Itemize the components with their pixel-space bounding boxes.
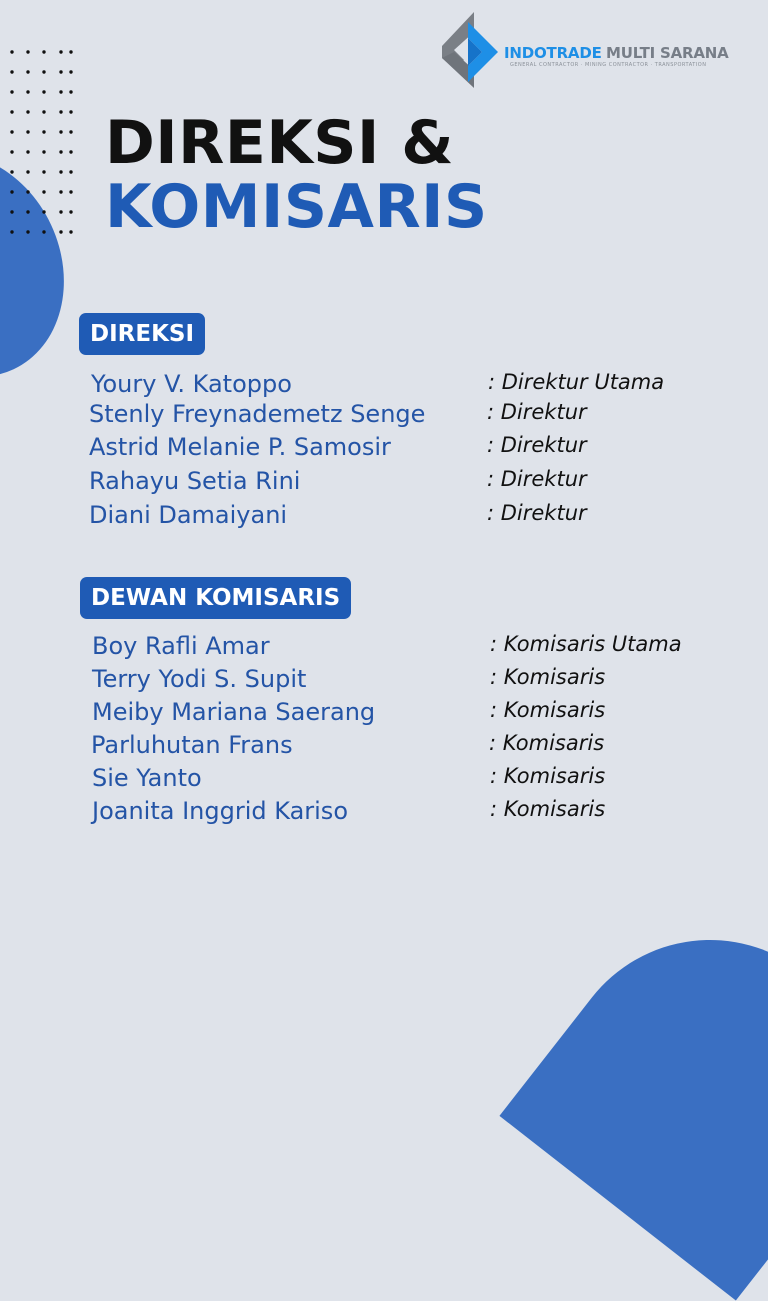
komisaris-member-role: : Komisaris: [490, 698, 606, 722]
direksi-member-name: Rahayu Setia Rini: [89, 467, 301, 495]
logo-tagline: GENERAL CONTRACTOR · MINING CONTRACTOR · TRANSPORTATION: [510, 62, 707, 68]
komisaris-member-role: : Komisaris: [490, 764, 606, 788]
page-title-line-2: KOMISARIS: [105, 172, 488, 242]
komisaris-member-name: Joanita Inggrid Kariso: [92, 797, 348, 825]
logo-brand-primary: INDOTRADE: [504, 44, 602, 62]
komisaris-member-name: Parluhutan Frans: [91, 731, 293, 759]
direksi-heading-badge: DIREKSI: [79, 313, 205, 355]
direksi-member-role: : Direktur: [487, 433, 587, 457]
direksi-member-name: Astrid Melanie P. Samosir: [89, 433, 391, 461]
direksi-member-role: : Direktur: [487, 467, 587, 491]
komisaris-member-role: : Komisaris: [490, 797, 606, 821]
komisaris-member-name: Boy Rafli Amar: [92, 632, 270, 660]
direksi-member-role: : Direktur: [487, 400, 587, 424]
direksi-member-role: : Direktur Utama: [488, 370, 665, 394]
komisaris-member-role: : Komisaris: [489, 731, 605, 755]
komisaris-member-role: : Komisaris: [490, 665, 606, 689]
direksi-member-name: Youry V. Katoppo: [91, 370, 292, 398]
decorative-blob-right: [499, 879, 768, 1300]
direksi-member-role: : Direktur: [487, 501, 587, 525]
komisaris-member-name: Sie Yanto: [92, 764, 202, 792]
komisaris-member-name: Terry Yodi S. Supit: [92, 665, 307, 693]
logo-brand-secondary: MULTI SARANA: [606, 44, 729, 62]
direksi-member-name: Diani Damaiyani: [89, 501, 288, 529]
direksi-member-name: Stenly Freynademetz Senge: [89, 400, 426, 428]
page-title-line-1: DIREKSI &: [105, 108, 455, 178]
komisaris-member-name: Meiby Mariana Saerang: [92, 698, 376, 726]
komisaris-heading-badge: DEWAN KOMISARIS: [80, 577, 351, 619]
dot-grid-decoration: [6, 48, 76, 238]
komisaris-member-role: : Komisaris Utama: [490, 632, 682, 656]
